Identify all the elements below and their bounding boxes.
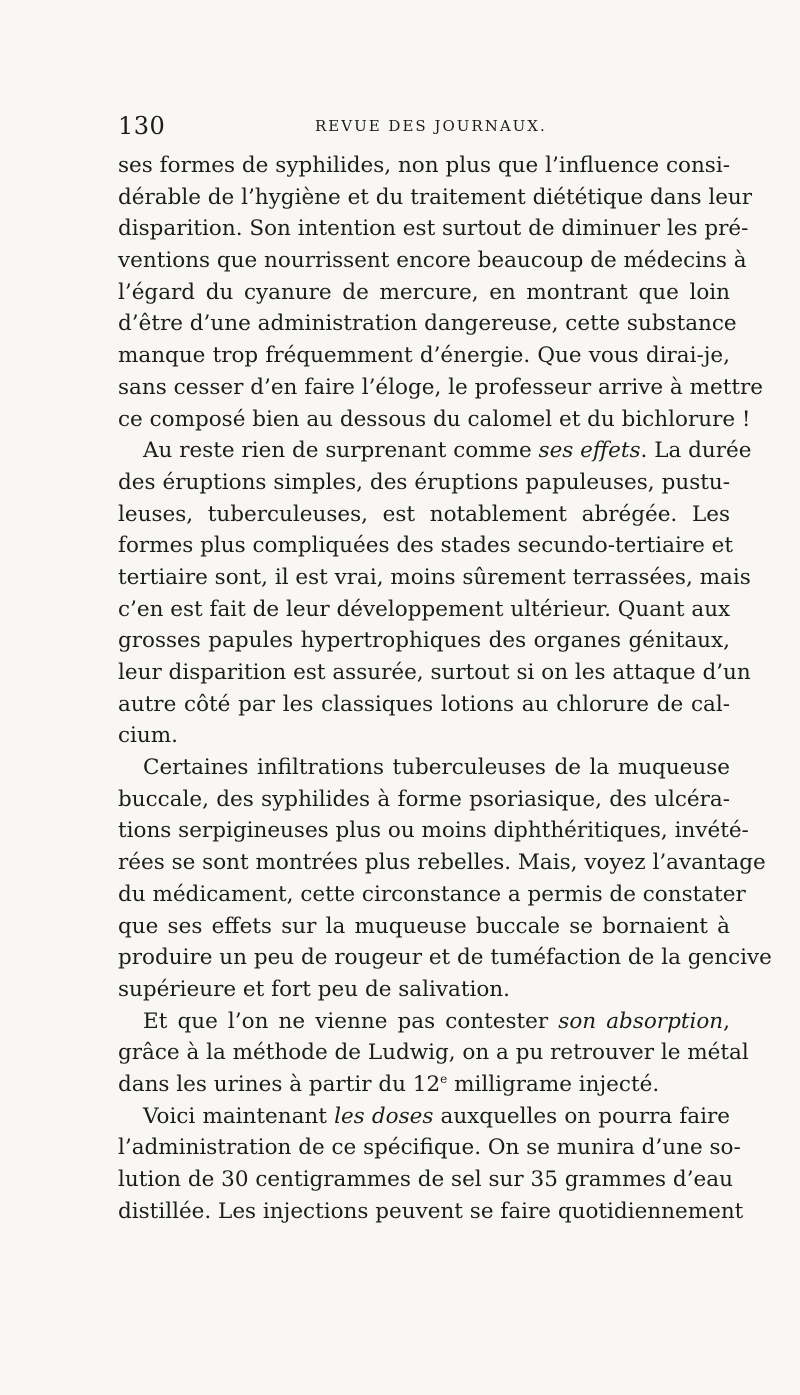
text-line: manque trop fréquemment d’énergie. Que vous dirai-je, <box>118 343 730 369</box>
text-line: Certaines infiltrations tuberculeuses de la muqueuse <box>143 755 730 781</box>
text-line: leur disparition est assurée, surtout si on les attaque d’un <box>118 660 751 685</box>
text-line: supérieure et fort peu de salivation. <box>118 976 510 1002</box>
text-line: ventions que nourrissent encore beaucoup de médecins à <box>118 248 747 274</box>
page-number: 130 <box>118 112 166 140</box>
body-text <box>118 150 772 1227</box>
text-line: lution de 30 centigrammes de sel sur 35 grammes d’eau <box>118 1167 733 1192</box>
italic-phrase: ses effets <box>538 438 641 464</box>
text-line: tertiaire sont, il est vrai, moins sûrement terrassées, mais <box>118 564 751 590</box>
text-line: d’être d’une administration dangereuse, cette substance <box>118 311 737 337</box>
text-line: buccale, des syphilides à forme psoriasique, des ulcéra- <box>118 786 730 812</box>
text-line: du médicament, cette circonstance a permis de constater <box>118 881 746 907</box>
italic-phrase: les doses <box>334 1103 434 1129</box>
text-line: l’égard du cyanure de mercure, en montrant que loin <box>118 279 730 305</box>
text-line: disparition. Son intention est surtout de diminuer les pré- <box>118 216 749 242</box>
text-line: c’en est fait de leur développement ultérieur. Quant aux <box>118 596 731 622</box>
text-line: cium. <box>118 723 178 749</box>
text-line <box>118 1069 730 1101</box>
text-span: Voici maintenant <box>143 1103 335 1129</box>
text-line: dérable de l’hygiène et du traitement diététique dans leur <box>118 184 753 210</box>
running-head: REVUE DES JOURNAUX. <box>315 117 547 135</box>
page-header <box>118 112 726 146</box>
text-line: grâce à la méthode de Ludwig, on a pu retrouver le métal <box>118 1040 749 1066</box>
text-line: formes plus compliquées des stades secundo-tertiaire et <box>118 533 734 559</box>
text-span: . La durée <box>640 438 752 464</box>
text-line: que ses effets sur la muqueuse buccale se bornaient à <box>118 913 730 939</box>
text-span: Et que l’on ne vienne pas contester <box>143 1008 559 1034</box>
text-line: tions serpigineuses plus ou moins diphthéritiques, invété- <box>118 818 749 844</box>
text-line: sans cesser d’en faire l’éloge, le professeur arrive à mettre <box>118 374 763 400</box>
text-line: ce composé bien au dessous du calomel et du bichlorure ! <box>118 406 751 432</box>
text-line <box>118 1006 730 1038</box>
text-line: produire un peu de rougeur et de tuméfaction de la gencive <box>118 945 772 971</box>
text-line: grosses papules hypertrophiques des organes génitaux, <box>118 628 730 654</box>
text-span: dans les urines à partir du 12 <box>118 1071 441 1097</box>
italic-phrase: son absorption <box>558 1008 724 1034</box>
text-line: leuses, tuberculeuses, est notablement abrégée. Les <box>118 501 730 527</box>
text-line: ses formes de syphilides, non plus que l’influence consi- <box>118 153 730 178</box>
text-line: autre côté par les classiques lotions au chlorure de cal- <box>118 691 730 717</box>
text-line: l’administration de ce spécifique. On se munira d’une so- <box>118 1135 741 1161</box>
text-line: des éruptions simples, des éruptions papuleuses, pustu- <box>118 469 730 495</box>
text-span: Au reste rien de surprenant comme <box>143 438 539 464</box>
text-line: distillée. Les injections peuvent se faire quotidiennement <box>118 1198 744 1224</box>
text-line <box>118 1101 730 1133</box>
superscript: e <box>440 1071 448 1086</box>
text-span: milligrame injecté. <box>447 1071 660 1097</box>
text-line <box>118 435 752 467</box>
text-span: auxquelles on pourra faire <box>433 1103 731 1129</box>
text-line: rées se sont montrées plus rebelles. Mais, voyez l’avantage <box>118 850 766 876</box>
text-span: , <box>723 1008 730 1034</box>
